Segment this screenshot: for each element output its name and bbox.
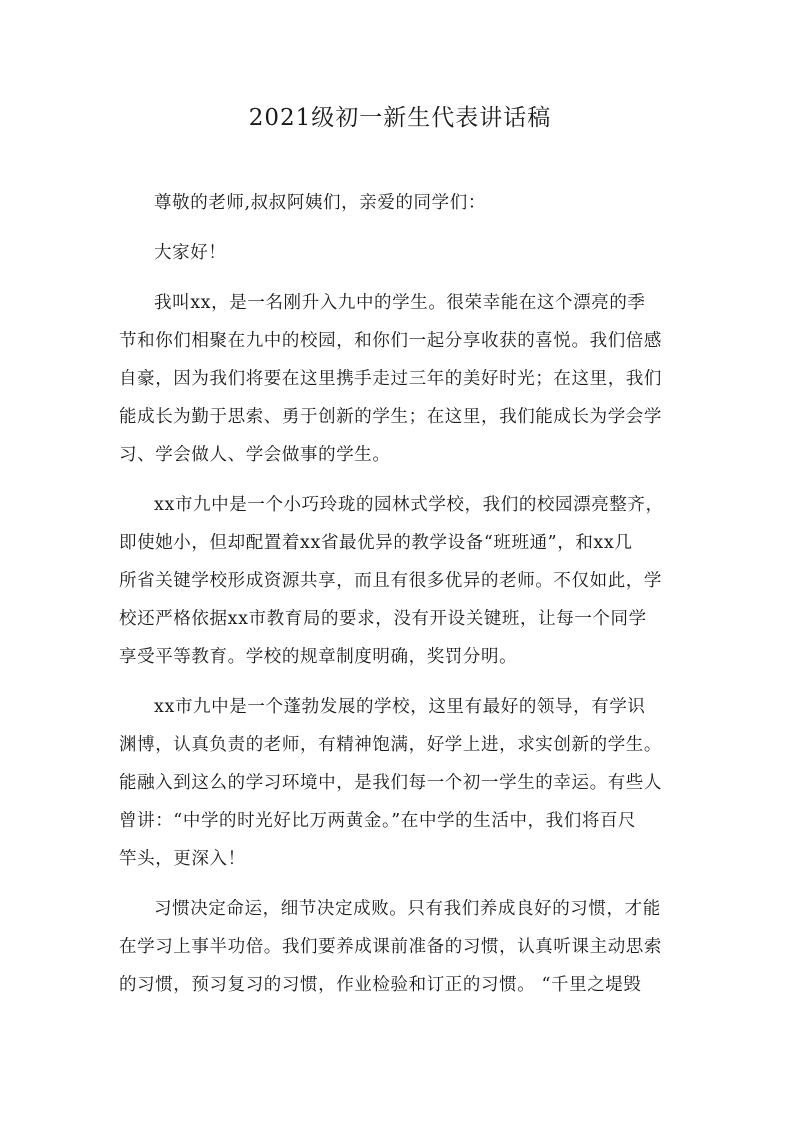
- paragraph-school-development: [119, 688, 687, 878]
- text-line: 渊博，认真负责的老师，有精神饱满，好学上进，求实创新的学生。: [119, 735, 662, 755]
- document-body: [119, 184, 687, 1016]
- paragraph-introduction: [119, 284, 687, 474]
- text-line: 曾讲：“中学的时光好比万两黄金。”在中学的生活中，我们将百尺: [119, 811, 637, 831]
- text-line: 校还严格依据xx市教育局的要求，没有开设关键班，让每一个同学: [119, 609, 647, 629]
- paragraph-salutation: [119, 184, 687, 222]
- text-line: 尊敬的老师,叔叔阿姨们，亲爱的同学们：: [154, 193, 486, 213]
- paragraph-habits: [119, 890, 687, 1004]
- paragraph-school-description: [119, 486, 687, 676]
- document-title: 2021级初一新生代表讲话稿: [248, 105, 552, 131]
- text-line: 在学习上事半功倍。我们要养成课前准备的习惯，认真听课主动思索: [119, 937, 662, 957]
- paragraph-greeting: [119, 234, 687, 272]
- text-line: 的习惯，预习复习的习惯，作业检验和订正的习惯。 “千里之堤毁: [119, 975, 642, 995]
- text-line: 大家好！: [154, 243, 227, 263]
- text-line: 竿头，更深入！: [119, 849, 246, 869]
- text-line: xx市九中是一个小巧玲珑的园林式学校，我们的校园漂亮整齐，: [154, 495, 664, 515]
- text-line: 所省关键学校形成资源共享，而且有很多优异的老师。不仅如此，学: [119, 571, 662, 591]
- text-line: 自豪，因为我们将要在这里携手走过三年的美好时光；在这里，我们: [119, 369, 662, 389]
- text-line: 享受平等教育。学校的规章制度明确，奖罚分明。: [119, 647, 518, 667]
- text-line: 即使她小，但却配置着xx省最优异的教学设备“班班通”，和xx几: [119, 533, 633, 553]
- text-line: 习、学会做人、学会做事的学生。: [119, 445, 391, 465]
- text-line: 能成长为勤于思索、勇于创新的学生；在这里，我们能成长为学会学: [119, 407, 662, 427]
- text-line: 节和你们相聚在九中的校园，和你们一起分享收获的喜悦。我们倍感: [119, 331, 662, 351]
- text-line: 习惯决定命运，细节决定成败。只有我们养成良好的习惯，才能: [154, 899, 661, 919]
- text-line: xx市九中是一个蓬勃发展的学校，这里有最好的领导，有学识: [154, 697, 646, 717]
- text-line: 能融入到这么的学习环境中，是我们每一个初一学生的幸运。有些人: [119, 773, 662, 793]
- text-line: 我叫xx，是一名刚升入九中的学生。很荣幸能在这个漂亮的季: [154, 293, 646, 313]
